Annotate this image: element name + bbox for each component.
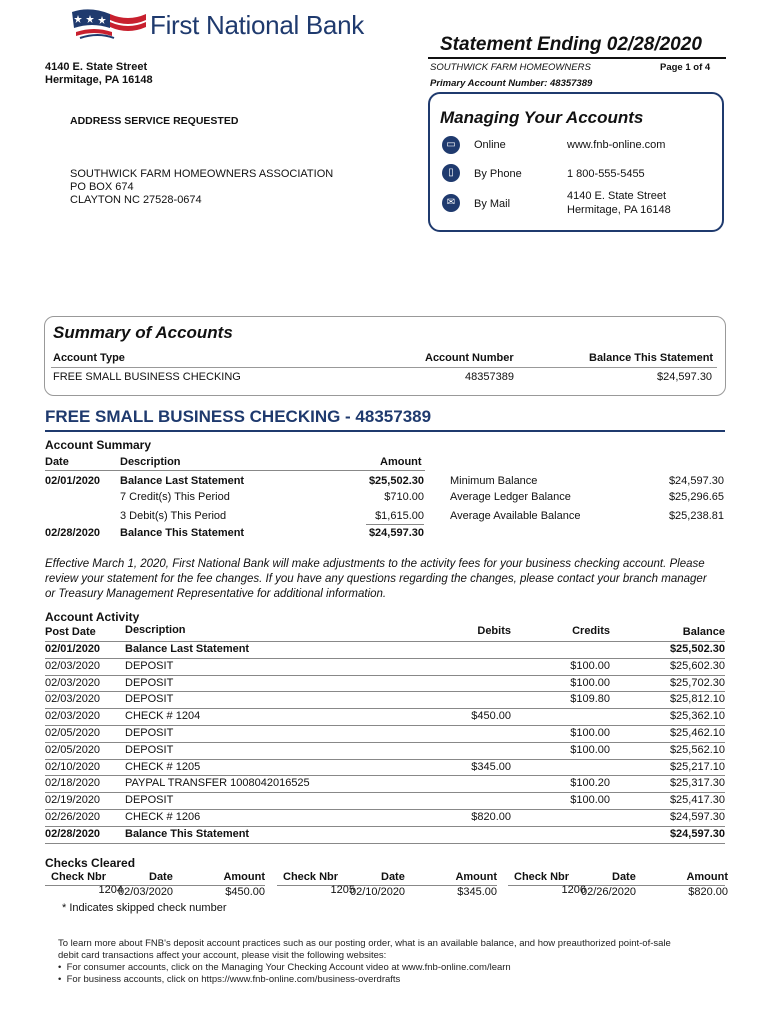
managing-accounts-panel (428, 92, 724, 232)
row-balance: $24,597.30 (669, 811, 725, 823)
header-check-nbr: Check Nbr (51, 871, 107, 883)
footer-bullet1-text: For consumer accounts, click on the Managing Your Checking Account video at www.fnb-online.com/learn (66, 962, 511, 973)
acct-summary-amount: $24,597.30 (368, 527, 424, 539)
check-date: 02/26/2020 (581, 886, 637, 898)
footer-line2: debit card transactions affect your account, please visit the following websites: (58, 950, 387, 961)
summary-header-balance: Balance This Statement (589, 352, 714, 364)
avg-available-label: Average Available Balance (450, 510, 581, 522)
recipient-address (70, 168, 333, 207)
row-credit: $100.20 (570, 777, 610, 789)
online-label: Online (474, 139, 506, 151)
row-divider (45, 708, 725, 709)
acct-summary-desc: Balance Last Statement (120, 475, 245, 487)
mail-icon: ✉ (442, 194, 460, 212)
summary-header-number: Account Number (425, 352, 514, 364)
row-balance: $25,417.30 (669, 794, 725, 806)
statement-title: Statement Ending 02/28/2020 (440, 34, 702, 55)
row-divider (45, 658, 725, 659)
row-description: DEPOSIT (125, 794, 174, 806)
phone-value: 1 800-555-5455 (567, 168, 645, 180)
checking-title-rule (45, 430, 725, 432)
row-description: DEPOSIT (125, 677, 174, 689)
row-debit: $450.00 (471, 710, 511, 722)
account-activity-title: Account Activity (45, 610, 140, 624)
address-service-requested: ADDRESS SERVICE REQUESTED (70, 115, 239, 127)
row-divider (45, 792, 725, 793)
page-number: Page 1 of 4 (660, 62, 711, 73)
header-debits: Debits (477, 625, 511, 637)
row-description: DEPOSIT (125, 693, 174, 705)
row-post-date: 02/19/2020 (45, 794, 101, 806)
row-post-date: 02/10/2020 (45, 761, 101, 773)
summary-balance: $24,597.30 (657, 371, 713, 383)
footer-bullet-consumer: • For consumer accounts, click on the Managing Your Checking Account video at www.fnb-online.com/learn (58, 962, 511, 973)
mail-value-line1: 4140 E. State Street (567, 190, 667, 202)
row-balance: $25,702.30 (669, 677, 725, 689)
acct-summary-amount: $1,615.00 (375, 510, 424, 522)
header-description: Description (125, 624, 186, 636)
row-balance: $25,317.30 (669, 777, 725, 789)
check-number: 1204 (98, 884, 123, 896)
row-description: CHECK # 1204 (125, 710, 201, 722)
row-divider (45, 691, 725, 692)
row-balance: $25,362.10 (669, 710, 725, 722)
row-credit: $100.00 (570, 660, 610, 672)
acct-summary-header-desc: Description (120, 456, 181, 468)
acct-summary-date: 02/01/2020 (45, 475, 101, 487)
row-description: DEPOSIT (125, 727, 174, 739)
acct-summary-desc: 3 Debit(s) This Period (120, 510, 227, 522)
acct-summary-amount: $710.00 (384, 491, 424, 503)
summary-header-type: Account Type (53, 352, 125, 364)
online-link[interactable]: www.fnb-online.com (567, 139, 666, 151)
row-balance: $25,217.10 (669, 761, 725, 773)
title-underline (428, 57, 726, 59)
phone-label: By Phone (474, 168, 522, 180)
row-divider (45, 675, 725, 676)
row-description: DEPOSIT (125, 660, 174, 672)
row-credit: $100.00 (570, 744, 610, 756)
account-summary-title: Account Summary (45, 438, 152, 452)
acct-summary-desc: 7 Credit(s) This Period (120, 491, 230, 503)
check-amount: $820.00 (688, 886, 728, 898)
header-check-amount: Amount (223, 871, 265, 883)
header-post-date: Post Date (45, 626, 96, 638)
row-description: DEPOSIT (125, 744, 174, 756)
checking-title: FREE SMALL BUSINESS CHECKING - 48357389 (45, 407, 432, 426)
row-divider (45, 742, 725, 743)
flag-logo-icon (70, 8, 148, 42)
bank-logo (70, 8, 400, 44)
recipient-line1: SOUTHWICK FARM HOMEOWNERS ASSOCIATION (70, 168, 334, 180)
footer-note (58, 938, 671, 986)
activity-header (45, 625, 725, 642)
row-description: PAYPAL TRANSFER 1008042016525 (125, 777, 310, 789)
acct-summary-header-amount: Amount (380, 456, 422, 468)
check-number: 1205 (330, 884, 355, 896)
acct-summary-amount: $25,502.30 (368, 475, 424, 487)
row-post-date: 02/18/2020 (45, 777, 101, 789)
acct-summary-desc: Balance This Statement (120, 527, 245, 539)
row-debit: $820.00 (471, 811, 511, 823)
row-divider (45, 759, 725, 760)
account-holder: SOUTHWICK FARM HOMEOWNERS (430, 62, 591, 73)
header-credits: Credits (572, 625, 610, 637)
summary-account-number: 48357389 (465, 371, 514, 383)
check-number: 1206 (561, 884, 586, 896)
skipped-check-footnote: * Indicates skipped check number (62, 902, 227, 914)
bank-address-line1: 4140 E. State Street (45, 61, 148, 73)
row-divider (45, 641, 725, 642)
row-divider (45, 809, 725, 810)
row-post-date: 02/03/2020 (45, 710, 101, 722)
bank-address-line2: Hermitage, PA 16148 (45, 74, 153, 86)
summary-panel (44, 316, 726, 396)
header-check-nbr: Check Nbr (514, 871, 570, 883)
header-check-date: Date (612, 871, 636, 883)
footer-bullet2-text: For business accounts, click on https://www.fnb-online.com/business-overdrafts (66, 974, 401, 985)
min-balance-value: $24,597.30 (668, 475, 724, 487)
header-check-amount: Amount (686, 871, 728, 883)
row-description: CHECK # 1205 (125, 761, 201, 773)
summary-account-type: FREE SMALL BUSINESS CHECKING (53, 371, 241, 383)
check-amount: $450.00 (225, 886, 265, 898)
summary-title: Summary of Accounts (53, 323, 233, 342)
min-balance-label: Minimum Balance (450, 475, 538, 487)
row-balance: $25,602.30 (669, 660, 725, 672)
header-check-nbr: Check Nbr (283, 871, 339, 883)
row-post-date: 02/26/2020 (45, 811, 101, 823)
avg-ledger-value: $25,296.65 (668, 491, 724, 503)
avg-available-value: $25,238.81 (668, 510, 724, 522)
check-date: 02/03/2020 (118, 886, 174, 898)
phone-icon: ▯ (442, 164, 460, 182)
mail-label: By Mail (474, 198, 511, 210)
online-icon: ▭ (442, 136, 460, 154)
row-credit: $100.00 (570, 794, 610, 806)
row-post-date: 02/03/2020 (45, 660, 101, 672)
row-credit: $109.80 (570, 693, 610, 705)
bank-name: First National Bank (150, 10, 364, 40)
recipient-line2: PO BOX 674 (70, 181, 134, 193)
row-divider (45, 843, 725, 844)
check-amount: $345.00 (457, 886, 497, 898)
acct-summary-rule-top (45, 470, 425, 471)
acct-summary-date: 02/28/2020 (45, 527, 101, 539)
mail-value-line2: Hermitage, PA 16148 (567, 204, 671, 216)
row-divider (45, 826, 725, 827)
row-balance: $25,562.10 (669, 744, 725, 756)
avg-ledger-label: Average Ledger Balance (450, 491, 571, 503)
row-post-date: 02/03/2020 (45, 677, 101, 689)
row-credit: $100.00 (570, 727, 610, 739)
row-divider (45, 725, 725, 726)
footer-bullet-business: • For business accounts, click on https://www.fnb-online.com/business-overdrafts (58, 974, 401, 985)
acct-summary-rule-amount (366, 524, 424, 525)
checks-cleared-title: Checks Cleared (45, 856, 136, 870)
row-divider (45, 775, 725, 776)
primary-account-number: Primary Account Number: 48357389 (430, 78, 593, 89)
row-debit: $345.00 (471, 761, 511, 773)
row-balance: $25,812.10 (669, 693, 725, 705)
summary-divider (51, 367, 717, 368)
header-balance: Balance (682, 626, 725, 638)
row-post-date: 02/28/2020 (45, 828, 101, 840)
row-credit: $100.00 (570, 677, 610, 689)
header-check-amount: Amount (455, 871, 497, 883)
row-description: Balance Last Statement (125, 643, 250, 655)
managing-accounts-title: Managing Your Accounts (440, 108, 644, 127)
footer-line1: To learn more about FNB's deposit account practices such as our posting order, what is an available balance, and how preauthorized point-of-sale (58, 938, 671, 949)
row-post-date: 02/05/2020 (45, 727, 101, 739)
header-check-date: Date (381, 871, 405, 883)
acct-summary-header-date: Date (45, 456, 69, 468)
row-post-date: 02/03/2020 (45, 693, 101, 705)
row-post-date: 02/01/2020 (45, 643, 101, 655)
check-date: 02/10/2020 (350, 886, 406, 898)
header-check-date: Date (149, 871, 173, 883)
row-description: CHECK # 1206 (125, 811, 201, 823)
row-description: Balance This Statement (125, 828, 250, 840)
fee-change-notice: Effective March 1, 2020, First National Bank will make adjustments to the activity fees for your business checking account. Please review your statement for the fee changes. If you have any questions regarding the changes, please contact your branch manager or Treasury Management Representative for additional information. (45, 558, 707, 600)
row-post-date: 02/05/2020 (45, 744, 101, 756)
row-balance: $25,462.10 (669, 727, 725, 739)
row-balance: $24,597.30 (669, 828, 725, 840)
row-balance: $25,502.30 (669, 643, 725, 655)
recipient-line3: CLAYTON NC 27528-0674 (70, 194, 202, 206)
